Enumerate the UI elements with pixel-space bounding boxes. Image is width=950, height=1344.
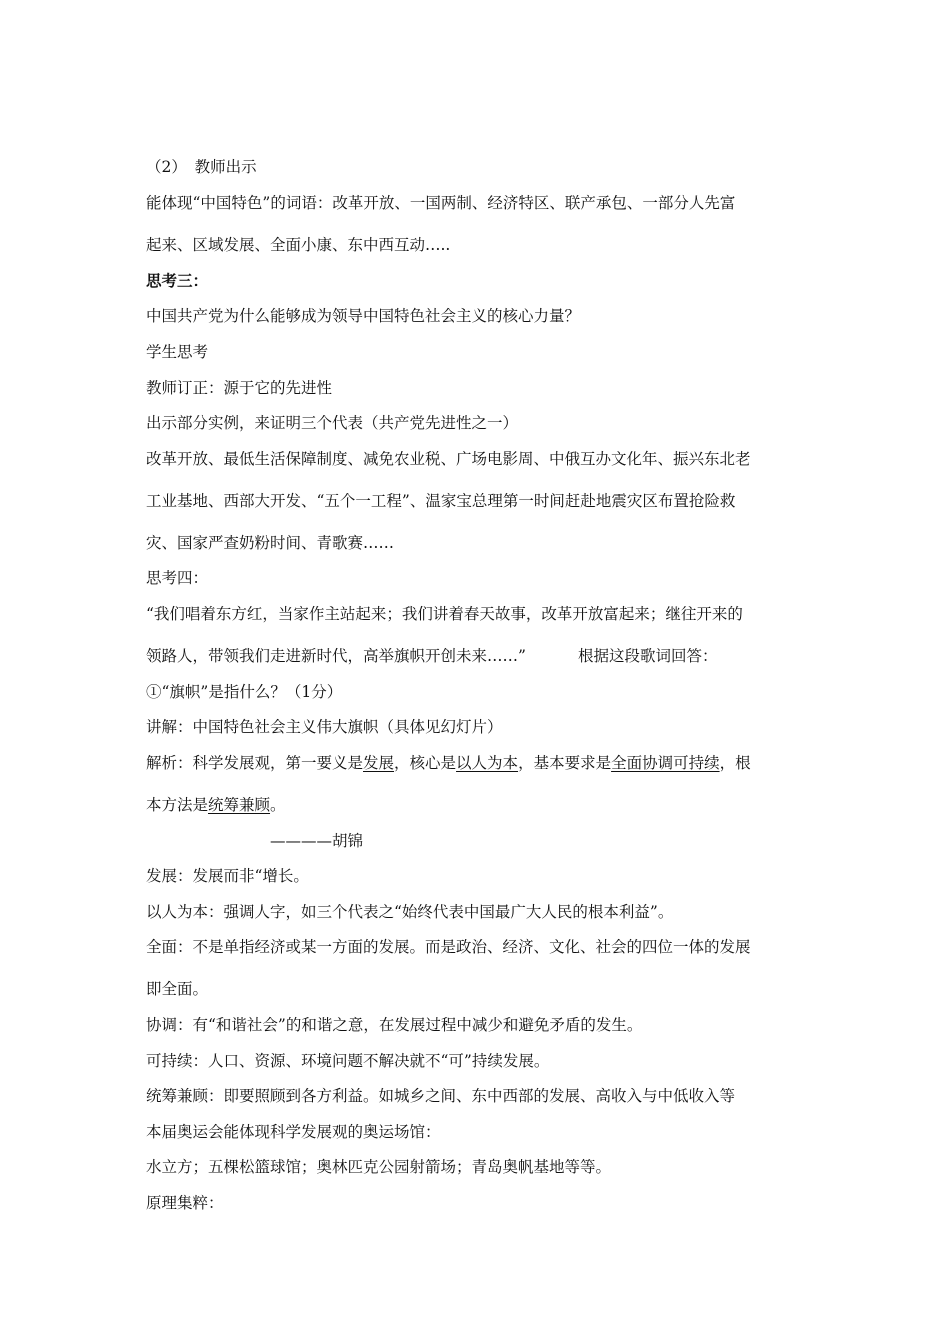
- text-span: 。: [270, 796, 286, 814]
- paragraph-line: 出示部分实例，来证明三个代表（共产党先进性之一）: [146, 414, 519, 432]
- section-heading: 思考三：: [146, 271, 209, 290]
- paragraph-line: 统筹兼顾：即要照顾到各方利益。如城乡之间、东中西部的发展、高收入与中低收入等: [146, 1087, 736, 1105]
- paragraph-line: 原理集粹：: [146, 1194, 224, 1212]
- paragraph-line: 改革开放、最低生活保障制度、减免农业税、广场电影周、中俄互办文化年、振兴东北老: [146, 450, 751, 468]
- underlined-term: 发展: [363, 754, 395, 772]
- paragraph-line: 起来、区域发展、全面小康、东中西互动…..: [146, 236, 451, 254]
- paragraph-line: 工业基地、西部大开发、“五个一工程”、温家宝总理第一时间赶赴地震灾区布置抢险救: [146, 492, 736, 510]
- instruction-text: 根据这段歌词回答：: [577, 647, 718, 665]
- text-span: ，核心是: [394, 754, 457, 772]
- paragraph-line: 能体现“中国特色”的词语：改革开放、一国两制、经济特区、联产承包、一部分人先富: [146, 194, 736, 212]
- section-heading: 思考四：: [146, 569, 209, 587]
- text-span: ，根: [719, 754, 751, 772]
- paragraph-line: [146, 795, 826, 815]
- attribution: ————胡锦: [270, 832, 364, 850]
- underlined-term: 统筹兼顾: [208, 796, 271, 814]
- paragraph-line: 讲解：中国特色社会主义伟大旗帜（具体见幻灯片）: [146, 718, 503, 736]
- text-span: ，基本要求是: [518, 754, 612, 772]
- paragraph-line: “我们唱着东方红，当家作主站起来；我们讲着春天故事，改革开放富起来；继往开来的: [146, 605, 743, 623]
- question-text: 中国共产党为什么能够成为领导中国特色社会主义的核心力量？: [146, 307, 581, 325]
- question-text: ①“旗帜”是指什么？（1分）: [146, 683, 343, 701]
- paragraph-line: 学生思考: [146, 343, 209, 361]
- paragraph-line: [146, 646, 826, 666]
- paragraph-line: 即全面。: [146, 980, 209, 998]
- paragraph-line: 协调：有“和谐社会”的和谐之意，在发展过程中减少和避免矛盾的发生。: [146, 1016, 643, 1034]
- paragraph-line: 本届奥运会能体现科学发展观的奥运场馆：: [146, 1123, 441, 1141]
- paragraph-line: 全面：不是单指经济或某一方面的发展。而是政治、经济、文化、社会的四位一体的发展: [146, 938, 751, 956]
- paragraph-line: 发展：发展而非“增长。: [146, 867, 309, 885]
- text-span: 解析：科学发展观，第一要义是: [146, 754, 364, 772]
- paragraph-line: 灾、国家严查奶粉时间、青歌赛……: [146, 534, 395, 552]
- paragraph-line: [146, 753, 826, 773]
- underlined-term: 全面协调可持续: [611, 754, 720, 772]
- underlined-term: 以人为本: [456, 754, 519, 772]
- paragraph-line: 教师订正：源于它的先进性: [146, 379, 333, 397]
- paragraph-line: 水立方；五棵松篮球馆；奥林匹克公园射箭场；青岛奥帆基地等等。: [146, 1158, 612, 1176]
- text-span: 本方法是: [146, 796, 209, 814]
- paragraph-line: 可持续：人口、资源、环境问题不解决就不“可”持续发展。: [146, 1052, 550, 1070]
- lyric-text: 领路人，带领我们走进新时代，高举旗帜开创未来……”: [146, 647, 526, 665]
- item-heading: （2） 教师出示: [146, 158, 257, 176]
- paragraph-line: 以人为本：强调人字，如三个代表之“始终代表中国最广大人民的根本利益”。: [146, 903, 674, 921]
